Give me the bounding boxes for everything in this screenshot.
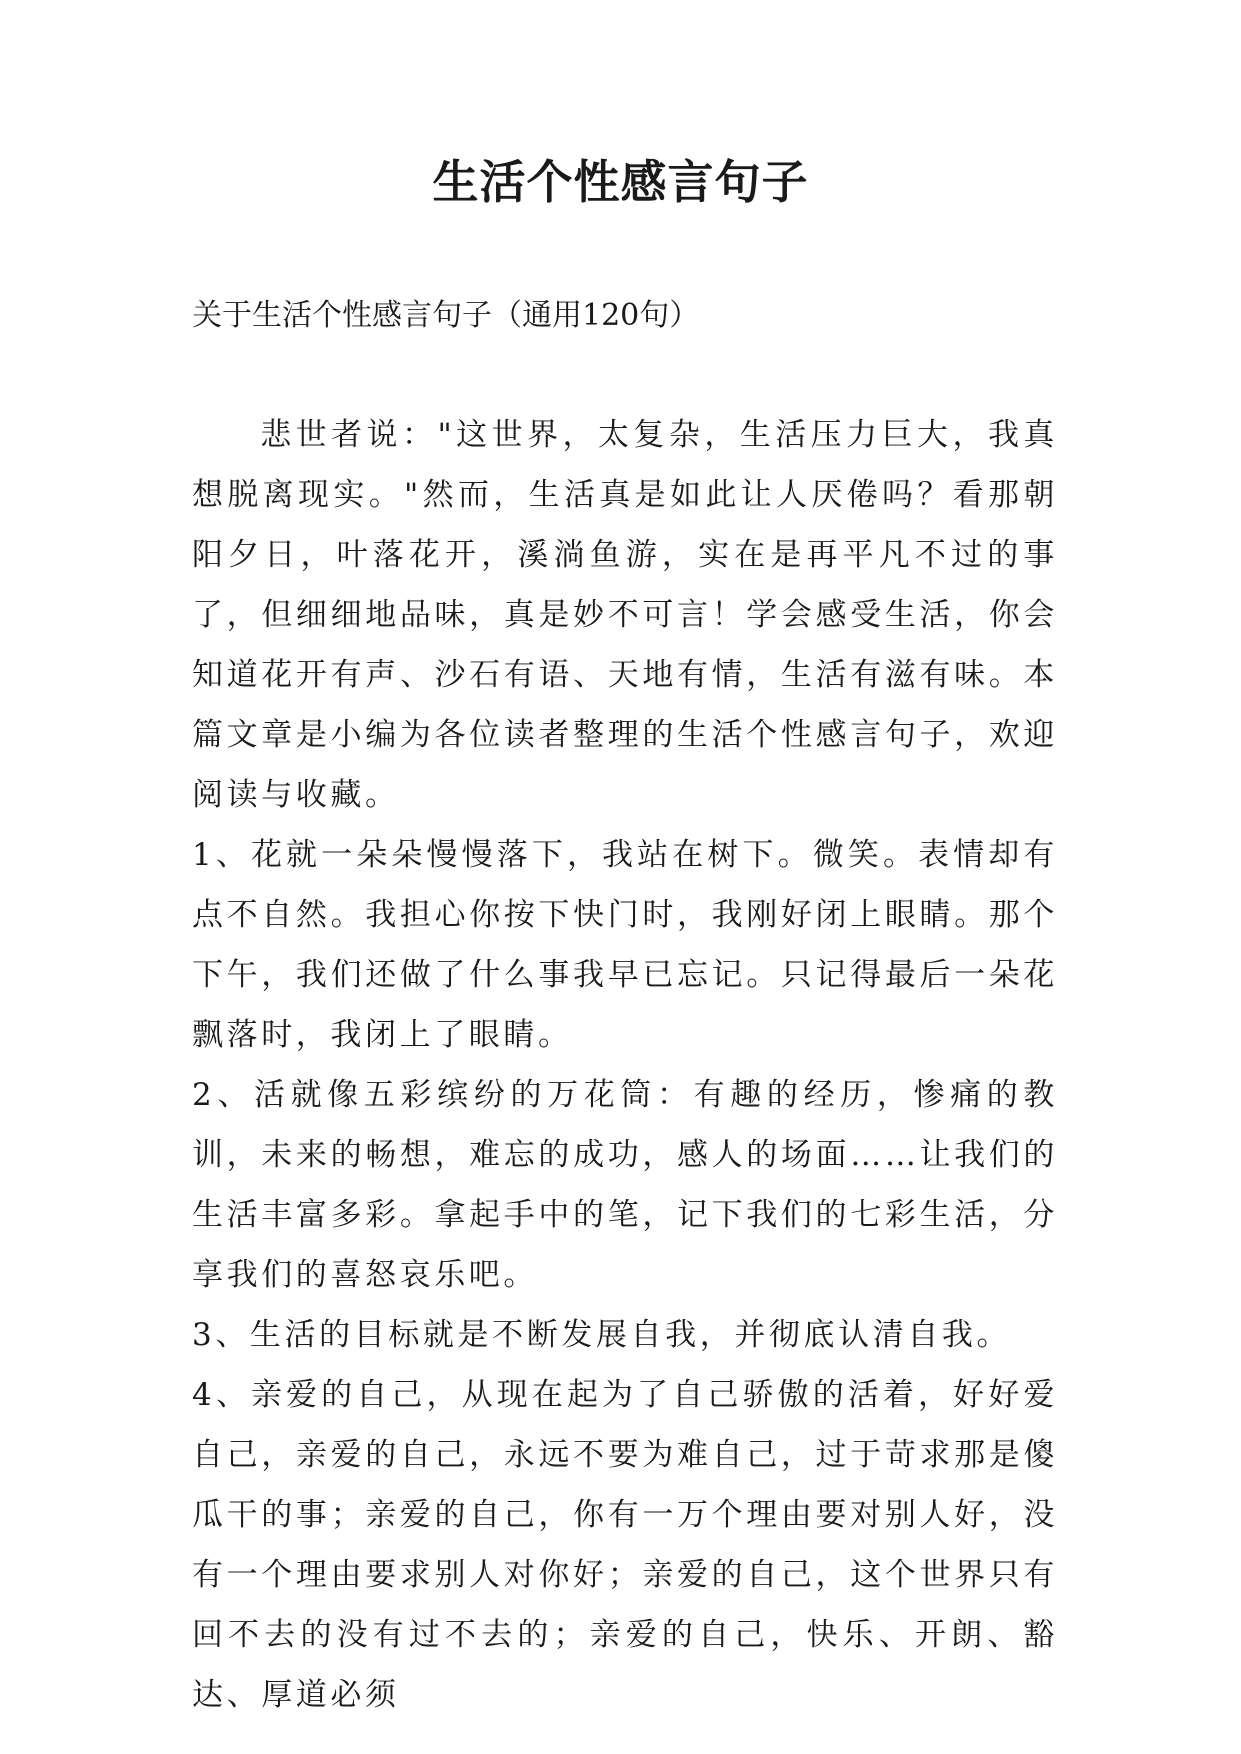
quote-item-1: 1、花就一朵朵慢慢落下，我站在树下。微笑。表情却有点不自然。我担心你按下快门时，我刚好闭上眼睛。那个下午，我们还做了什么事我早已忘记。只记得最后一朵花飘落时，我闭上了眼睛。: [192, 837, 1058, 1053]
intro-paragraph: 悲世者说："这世界，太复杂，生活压力巨大，我真想脱离现实。"然而，生活真是如此让人厌倦吗？看那朝阳夕日，叶落花开，溪淌鱼游，实在是再平凡不过的事了，但细细地品味，真是妙不可言！学会感受生活，你会知道花开有声、沙石有语、天地有情，生活有滋有味。本篇文章是小编为各位读者整理的生活个性感言句子，欢迎阅读与收藏。: [192, 417, 1058, 813]
document-title: 生活个性感言句子: [432, 155, 809, 209]
document-body: [192, 405, 1058, 1725]
document-subtitle: 关于生活个性感言句子（通用120句）: [192, 298, 700, 333]
quote-item-3: 3、生活的目标就是不断发展自我，并彻底认清自我。: [192, 1317, 1012, 1353]
quote-item-2: 2、活就像五彩缤纷的万花筒：有趣的经历，惨痛的教训，未来的畅想，难忘的成功，感人的场面……让我们的生活丰富多彩。拿起手中的笔，记下我们的七彩生活，分享我们的喜怒哀乐吧。: [192, 1077, 1058, 1293]
quote-item-4: 4、亲爱的自己，从现在起为了自己骄傲的活着，好好爱自己，亲爱的自己，永远不要为难自己，过于苛求那是傻瓜干的事；亲爱的自己，你有一万个理由要对别人好，没有一个理由要求别人对你好；亲爱的自己，这个世界只有回不去的没有过不去的；亲爱的自己，快乐、开朗、豁达、厚道必须: [192, 1377, 1058, 1713]
